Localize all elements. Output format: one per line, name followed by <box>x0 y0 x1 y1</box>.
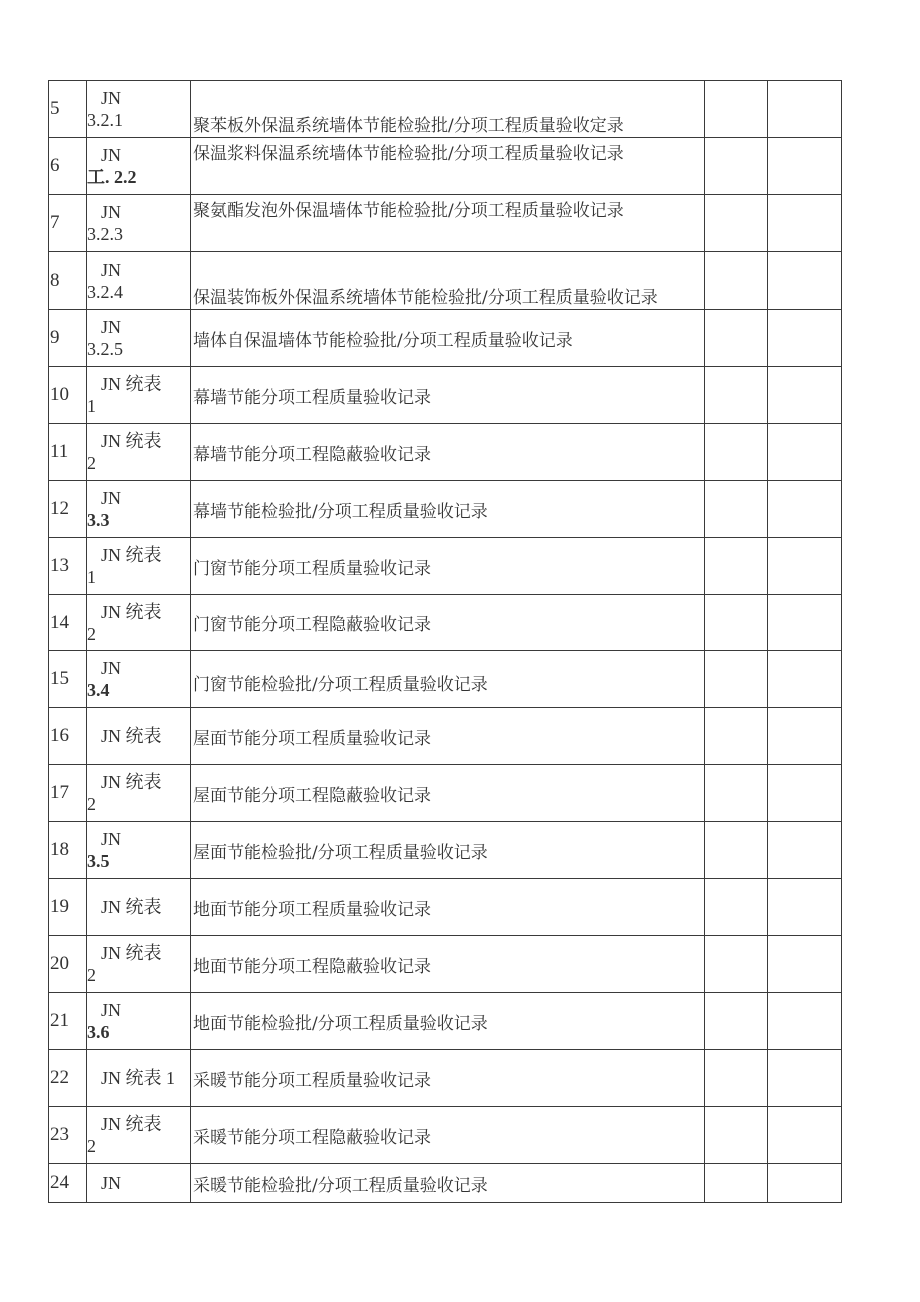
form-code-line1: JN <box>101 829 122 849</box>
empty-cell-b <box>768 538 842 595</box>
empty-cell-a <box>705 1164 768 1203</box>
form-code-line1: JN 统表 1 <box>101 1068 176 1088</box>
record-title: 保温浆料保温系统墙体节能检验批/分项工程质量验收记录 <box>191 138 705 195</box>
records-table-body <box>49 81 842 1203</box>
form-code-line2: 3.3 <box>87 510 110 530</box>
form-code-line1: JN 统表 <box>101 601 162 622</box>
record-title: 屋面节能检验批/分项工程质量验收记录 <box>191 822 705 879</box>
empty-cell-a <box>705 367 768 424</box>
record-title: 地面节能分项工程质量验收记录 <box>191 879 705 936</box>
record-title: 聚氨酯发泡外保温墙体节能检验批/分项工程质量验收记录 <box>191 195 705 252</box>
form-code-line1: JN <box>101 88 122 108</box>
form-code-cell <box>87 708 191 765</box>
form-code-cell <box>87 138 191 195</box>
table-row <box>49 424 842 481</box>
form-code-line1: JN 统表 <box>101 772 162 792</box>
row-number: 16 <box>49 708 87 765</box>
empty-cell-a <box>705 595 768 651</box>
form-code-line1: JN 统表 <box>101 374 162 394</box>
record-title: 采暖节能分项工程质量验收记录 <box>191 1050 705 1107</box>
table-row <box>49 252 842 310</box>
form-code-line2: 1 <box>87 567 96 587</box>
empty-cell-a <box>705 993 768 1050</box>
form-code-cell <box>87 765 191 822</box>
record-title: 幕墙节能分项工程质量验收记录 <box>191 367 705 424</box>
row-number: 11 <box>49 424 87 481</box>
form-code-cell <box>87 424 191 481</box>
table-row <box>49 765 842 822</box>
row-number: 14 <box>49 595 87 651</box>
empty-cell-b <box>768 481 842 538</box>
table-row <box>49 708 842 765</box>
empty-cell-a <box>705 81 768 138</box>
empty-cell-b <box>768 1164 842 1203</box>
form-code-line1: JN <box>101 488 122 508</box>
form-code-line1: JN 统表 <box>101 726 162 746</box>
empty-cell-b <box>768 252 842 310</box>
form-code-cell <box>87 195 191 252</box>
row-number: 23 <box>49 1107 87 1164</box>
form-code-cell <box>87 81 191 138</box>
row-number: 12 <box>49 481 87 538</box>
record-title: 幕墙节能分项工程隐蔽验收记录 <box>191 424 705 481</box>
form-code-line2: 2 <box>87 794 96 814</box>
table-row <box>49 538 842 595</box>
row-number: 17 <box>49 765 87 822</box>
empty-cell-b <box>768 936 842 993</box>
empty-cell-a <box>705 708 768 765</box>
form-code-cell <box>87 252 191 310</box>
form-code-cell <box>87 879 191 936</box>
form-code-cell <box>87 1164 191 1203</box>
empty-cell-b <box>768 595 842 651</box>
empty-cell-a <box>705 651 768 708</box>
form-code-line2: 3.2.3 <box>87 224 123 244</box>
table-row <box>49 595 842 651</box>
empty-cell-b <box>768 424 842 481</box>
row-number: 15 <box>49 651 87 708</box>
record-title: 墙体自保温墙体节能检验批/分项工程质量验收记录 <box>191 310 705 367</box>
form-code-line2: 2 <box>87 453 96 473</box>
form-code-line1: JN <box>101 658 122 678</box>
form-code-line1: JN <box>101 317 122 337</box>
form-code-line1: JN 统表 <box>101 897 162 917</box>
form-code-line2: 3.4 <box>87 680 110 700</box>
form-code-line1: JN <box>101 145 122 165</box>
record-title: 屋面节能分项工程质量验收记录 <box>191 708 705 765</box>
form-code-cell <box>87 822 191 879</box>
form-code-cell <box>87 310 191 367</box>
form-code-line1: JN <box>101 1000 122 1020</box>
empty-cell-b <box>768 367 842 424</box>
table-row <box>49 367 842 424</box>
record-title: 保温装饰板外保温系统墙体节能检验批/分项工程质量验收记录 <box>191 252 705 310</box>
empty-cell-b <box>768 138 842 195</box>
record-title: 门窗节能分项工程隐蔽验收记录 <box>191 595 705 651</box>
empty-cell-b <box>768 879 842 936</box>
empty-cell-a <box>705 252 768 310</box>
form-code-line1: JN 统表 <box>101 431 162 451</box>
form-code-line1: JN 统表 <box>101 943 162 963</box>
row-number: 18 <box>49 822 87 879</box>
empty-cell-b <box>768 81 842 138</box>
form-code-cell <box>87 1050 191 1107</box>
record-title: 门窗节能分项工程质量验收记录 <box>191 538 705 595</box>
table-row <box>49 936 842 993</box>
form-code-line1: JN <box>101 202 122 222</box>
form-code-line2: 1 <box>87 396 96 416</box>
table-row <box>49 879 842 936</box>
form-code-cell <box>87 1107 191 1164</box>
form-code-line2: 3.5 <box>87 851 110 871</box>
table-row <box>49 195 842 252</box>
form-code-cell <box>87 936 191 993</box>
empty-cell-a <box>705 879 768 936</box>
row-number: 5 <box>49 81 87 138</box>
table-row <box>49 310 842 367</box>
table-row <box>49 81 842 138</box>
table-row <box>49 993 842 1050</box>
empty-cell-a <box>705 138 768 195</box>
record-title: 采暖节能检验批/分项工程质量验收记录 <box>191 1164 705 1203</box>
empty-cell-b <box>768 310 842 367</box>
empty-cell-a <box>705 195 768 252</box>
record-title: 地面节能分项工程隐蔽验收记录 <box>191 936 705 993</box>
empty-cell-a <box>705 1107 768 1164</box>
form-code-cell <box>87 651 191 708</box>
table-row <box>49 481 842 538</box>
form-code-line2: 工. 2.2 <box>87 167 137 187</box>
form-code-line2: 3.2.4 <box>87 281 123 302</box>
row-number: 19 <box>49 879 87 936</box>
form-code-line2: 3.6 <box>87 1022 110 1042</box>
row-number: 20 <box>49 936 87 993</box>
empty-cell-b <box>768 765 842 822</box>
empty-cell-a <box>705 538 768 595</box>
form-code-line2: 2 <box>87 965 96 985</box>
row-number: 8 <box>49 252 87 310</box>
empty-cell-a <box>705 1050 768 1107</box>
form-code-line2: 3.2.5 <box>87 339 123 359</box>
empty-cell-b <box>768 651 842 708</box>
empty-cell-b <box>768 993 842 1050</box>
form-code-cell <box>87 538 191 595</box>
form-code-line2: 2 <box>87 1136 96 1156</box>
empty-cell-a <box>705 765 768 822</box>
row-number: 10 <box>49 367 87 424</box>
form-code-line1: JN 统表 <box>101 1114 162 1134</box>
empty-cell-a <box>705 481 768 538</box>
row-number: 6 <box>49 138 87 195</box>
form-code-cell <box>87 993 191 1050</box>
empty-cell-a <box>705 424 768 481</box>
form-code-cell <box>87 595 191 651</box>
empty-cell-b <box>768 708 842 765</box>
form-code-line2: 2 <box>87 623 96 644</box>
row-number: 9 <box>49 310 87 367</box>
form-code-cell <box>87 367 191 424</box>
record-title: 门窗节能检验批/分项工程质量验收记录 <box>191 651 705 708</box>
record-title: 采暖节能分项工程隐蔽验收记录 <box>191 1107 705 1164</box>
record-title: 屋面节能分项工程隐蔽验收记录 <box>191 765 705 822</box>
records-table <box>48 80 842 1203</box>
form-code-cell <box>87 481 191 538</box>
row-number: 22 <box>49 1050 87 1107</box>
form-code-line1: JN <box>101 1173 122 1193</box>
form-code-line1: JN <box>101 259 122 280</box>
record-title: 幕墙节能检验批/分项工程质量验收记录 <box>191 481 705 538</box>
row-number: 7 <box>49 195 87 252</box>
table-row <box>49 1164 842 1203</box>
empty-cell-b <box>768 1107 842 1164</box>
row-number: 24 <box>49 1164 87 1203</box>
table-row <box>49 1107 842 1164</box>
empty-cell-b <box>768 1050 842 1107</box>
empty-cell-a <box>705 936 768 993</box>
empty-cell-b <box>768 822 842 879</box>
form-code-line2: 3.2.1 <box>87 110 123 130</box>
empty-cell-a <box>705 310 768 367</box>
row-number: 13 <box>49 538 87 595</box>
form-code-line1: JN 统表 <box>101 545 162 565</box>
table-row <box>49 138 842 195</box>
row-number: 21 <box>49 993 87 1050</box>
table-row <box>49 822 842 879</box>
record-title: 地面节能检验批/分项工程质量验收记录 <box>191 993 705 1050</box>
empty-cell-a <box>705 822 768 879</box>
empty-cell-b <box>768 195 842 252</box>
table-row <box>49 651 842 708</box>
table-row <box>49 1050 842 1107</box>
record-title: 聚苯板外保温系统墙体节能检验批/分项工程质量验收定录 <box>191 81 705 138</box>
